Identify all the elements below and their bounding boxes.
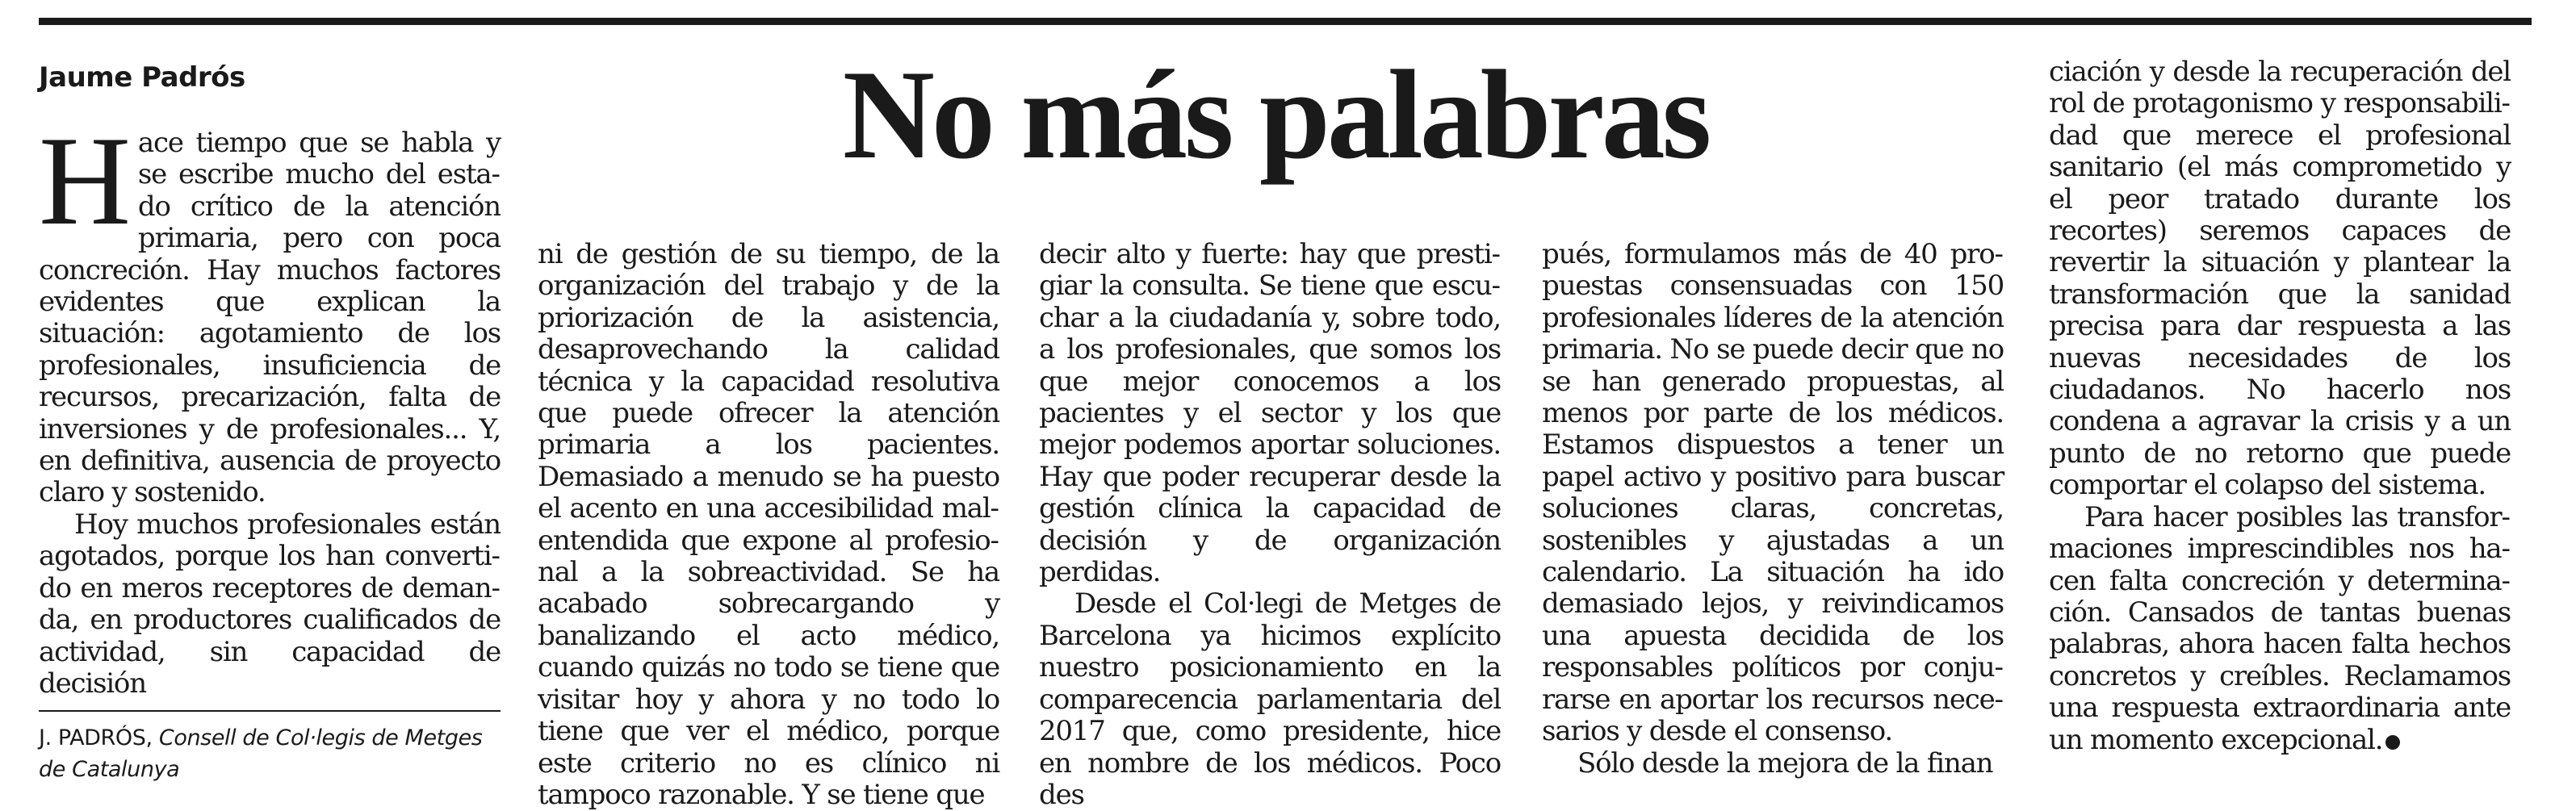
column-5 (2049, 56, 2511, 756)
end-of-article-mark-icon (2385, 735, 2400, 750)
credit-rule (39, 710, 501, 712)
credit-name: J. PADRÓS, (39, 725, 153, 750)
column-4 (1542, 239, 2004, 780)
paragraph: ni de gestión de su tiempo, de la organización del trabajo y de la priorización de la asistencia, desaprovechando la calidad técnica y la capacidad resolutiva que puede ofrecer la atención primaria a los pacientes. Demasiado a menudo se ha puesto el acento en una accesibilidad malentendida que expone al profesional a la sobreactividad. Se ha acabado sobrecargando y banalizando el acto médico, cuando quizás no todo se tiene que visitar hoy y ahora y no todo lo tiene que ver el médico, porque este criterio no es clínico ni tampoco razonable. Y se tiene que (538, 238, 999, 811)
top-rule (39, 18, 2532, 25)
article-headline: No más palabras (842, 44, 1709, 186)
paragraph: Desde el Col·legi de Metges de Barcelona ya hicimos explícito nuestro posicionamiento en la comparecencia parlamentaria del 2017 que, como presidente, hice en nombre de los médicos. Poco des (1039, 587, 1501, 811)
column-2 (538, 239, 999, 811)
paragraph: Hoy muchos profesionales están agotados, porque los han convertido en meros receptores de demanda, en productores cualificados de actividad, sin capacidad de decisión (39, 508, 501, 700)
credit-role: Consell de Col·legis de Metges de Catalunya (39, 725, 483, 782)
paragraph: decir alto y fuerte: hay que prestigiar la consulta. Se tiene que escuchar a la ciudadanía y, sobre todo, a los profesionales, que somos los que mejor conocemos a los pacientes y el sector y los que mejor podemos aportar soluciones. Hay que poder recuperar desde la gestión clínica la capacidad de decisión y de organización perdidas. (1039, 238, 1501, 589)
column-1 (39, 111, 501, 700)
paragraph: pués, formulamos más de 40 propuestas consensuadas con 150 profesionales líderes de la atención primaria. No se puede decir que no se han generado propuestas, al menos por parte de los médicos. Estamos dispuestos a tener un papel activo y positivo para buscar soluciones claras, concretas, sostenibles y ajustadas a un calendario. La situación ha ido demasiado lejos, y reivindicamos una apuesta decidida de los responsables políticos por conjurarse en aportar los recursos necesarios y desde el consenso. (1542, 238, 2004, 748)
paragraph: Para hacer posibles las transformaciones imprescindibles nos hacen falta concreción y determinación. Cansados de tantas buenas palabras, ahora hacen falta hechos concretos y creíbles. Reclamamos una respuesta extraordinaria ante un momento excepcional. (2049, 500, 2511, 756)
paragraph: ciación y desde la recuperación del rol de protagonismo y responsabilidad que merece el profesional sanitario (el más comprometido y el peor tratado durante los recortes) seremos capaces de revertir la situación y plantear la transformación que la sanidad precisa para dar respuesta a las nuevas necesidades de los ciudadanos. No hacerlo nos condena a agravar la crisis y a un punto de no retorno que puede comportar el colapso del sistema. (2049, 56, 2511, 502)
column-3 (1039, 239, 1501, 811)
drop-cap: H (39, 111, 130, 252)
author-credit (39, 722, 501, 785)
paragraph: ace tiempo que se habla y se escribe mucho del estado crítico de la atención primaria, pero con poca concreción. Hay muchos factores evidentes que explican la situación: agotamiento de los profesionales, insuficiencia de recursos, precarización, falta de inversiones y de profesionales... Y, en definitiva, ausencia de proyecto claro y sostenido. (39, 127, 501, 509)
author-byline: Jaume Padrós (39, 61, 245, 94)
paragraph: Sólo desde la mejora de la finan (1577, 746, 1993, 780)
